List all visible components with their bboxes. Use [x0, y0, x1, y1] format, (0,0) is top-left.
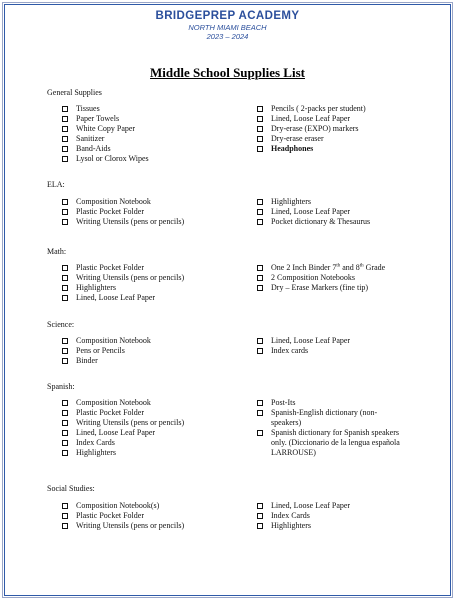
checkbox[interactable] — [62, 126, 68, 132]
science-right-list — [257, 336, 417, 356]
list-item: Composition Notebook — [62, 398, 252, 408]
list-item: Lined, Loose Leaf Paper — [62, 428, 252, 438]
checkbox[interactable] — [62, 116, 68, 122]
checkbox[interactable] — [257, 285, 263, 291]
list-item: Composition Notebook — [62, 336, 252, 346]
checkbox[interactable] — [62, 295, 68, 301]
checkbox[interactable] — [62, 523, 68, 529]
checkbox[interactable] — [62, 106, 68, 112]
checkbox[interactable] — [62, 199, 68, 205]
checkbox[interactable] — [257, 116, 263, 122]
list-item: White Copy Paper — [62, 124, 252, 134]
list-item: Index Cards — [62, 438, 252, 448]
list-item: Binder — [62, 356, 252, 366]
checkbox[interactable] — [62, 156, 68, 162]
checkbox[interactable] — [257, 523, 263, 529]
checkbox[interactable] — [62, 430, 68, 436]
math-left-list — [62, 263, 252, 303]
ela-right-list — [257, 197, 417, 227]
checkbox[interactable] — [62, 440, 68, 446]
social-studies-right-list — [257, 501, 417, 531]
list-item: Spanish dictionary for Spanish speakers only. (Diccionario de la lengua española LARROUSE) — [257, 428, 407, 458]
checkbox[interactable] — [257, 348, 263, 354]
science-left-list — [62, 336, 252, 366]
list-item: Composition Notebook — [62, 197, 252, 207]
list-item: Dry – Erase Markers (fine tip) — [257, 283, 417, 293]
checkbox[interactable] — [62, 358, 68, 364]
list-item — [257, 263, 417, 273]
spanish-right-list — [257, 398, 407, 458]
checkbox[interactable] — [62, 503, 68, 509]
list-item: Index Cards — [257, 511, 417, 521]
checkbox[interactable] — [62, 450, 68, 456]
social-studies-left-list — [62, 501, 252, 531]
section-label-spanish: Spanish: — [47, 382, 75, 391]
section-label-social-studies: Social Studies: — [47, 484, 95, 493]
list-item: Dry-erase (EXPO) markers — [257, 124, 417, 134]
checkbox[interactable] — [62, 513, 68, 519]
checkbox[interactable] — [62, 146, 68, 152]
list-item: Headphones — [257, 144, 417, 154]
list-item: Lined, Loose Leaf Paper — [257, 207, 417, 217]
checkbox[interactable] — [257, 219, 263, 225]
list-item: Index cards — [257, 346, 417, 356]
list-item: Writing Utensils (pens or pencils) — [62, 418, 252, 428]
letterhead — [0, 10, 455, 41]
checkbox[interactable] — [62, 275, 68, 281]
school-name: BRIDGEPREP ACADEMY — [155, 10, 300, 22]
checkbox[interactable] — [257, 275, 263, 281]
campus-name: NORTH MIAMI BEACH — [188, 23, 267, 32]
list-item: Post-Its — [257, 398, 407, 408]
checkbox[interactable] — [62, 338, 68, 344]
list-item: Plastic Pocket Folder — [62, 408, 252, 418]
checkbox[interactable] — [257, 106, 263, 112]
list-item: Plastic Pocket Folder — [62, 207, 252, 217]
checkbox[interactable] — [62, 209, 68, 215]
binder-item-text: One 2 Inch Binder 7th and 8th Grade — [271, 263, 386, 272]
list-item: Highlighters — [257, 521, 417, 531]
checkbox[interactable] — [62, 265, 68, 271]
list-item: Dry-erase eraser — [257, 134, 417, 144]
checkbox[interactable] — [257, 400, 263, 406]
section-label-general: General Supplies — [47, 88, 102, 97]
general-right-list — [257, 104, 417, 154]
list-item: Lysol or Clorox Wipes — [62, 154, 252, 164]
list-item: Pens or Pencils — [62, 346, 252, 356]
checkbox[interactable] — [257, 209, 263, 215]
section-label-science: Science: — [47, 320, 75, 329]
checkbox[interactable] — [257, 265, 263, 271]
checkbox[interactable] — [257, 410, 263, 416]
list-item: Tissues — [62, 104, 252, 114]
checkbox[interactable] — [62, 136, 68, 142]
checkbox[interactable] — [62, 410, 68, 416]
checkbox[interactable] — [257, 338, 263, 344]
checkbox[interactable] — [62, 400, 68, 406]
list-item: Composition Notebook(s) — [62, 501, 252, 511]
list-item: Writing Utensils (pens or pencils) — [62, 217, 252, 227]
math-right-list — [257, 263, 417, 293]
list-item: Spanish-English dictionary (non-speakers) — [257, 408, 407, 428]
list-item: Lined, Loose Leaf Paper — [257, 336, 417, 346]
list-item: Highlighters — [62, 283, 252, 293]
spanish-left-list — [62, 398, 252, 458]
list-item: Band-Aids — [62, 144, 252, 154]
list-item: Lined, Loose Leaf Paper — [257, 501, 417, 511]
school-year: 2023 – 2024 — [206, 32, 249, 41]
list-item: 2 Composition Notebooks — [257, 273, 417, 283]
ela-left-list — [62, 197, 252, 227]
list-item: Lined, Loose Leaf Paper — [62, 293, 252, 303]
list-item: Pocket dictionary & Thesaurus — [257, 217, 417, 227]
section-label-ela: ELA: — [47, 180, 65, 189]
checkbox[interactable] — [62, 219, 68, 225]
list-item: Lined, Loose Leaf Paper — [257, 114, 417, 124]
checkbox[interactable] — [257, 136, 263, 142]
list-item: Pencils ( 2-packs per student) — [257, 104, 417, 114]
list-item: Highlighters — [257, 197, 417, 207]
list-item: Highlighters — [62, 448, 252, 458]
list-item: Writing Utensils (pens or pencils) — [62, 521, 252, 531]
list-item: Writing Utensils (pens or pencils) — [62, 273, 252, 283]
checkbox[interactable] — [257, 513, 263, 519]
checkbox[interactable] — [62, 348, 68, 354]
checkbox[interactable] — [62, 420, 68, 426]
section-label-math: Math: — [47, 247, 67, 256]
general-left-list — [62, 104, 252, 164]
checkbox[interactable] — [257, 199, 263, 205]
checkbox[interactable] — [62, 285, 68, 291]
list-item: Sanitizer — [62, 134, 252, 144]
checkbox[interactable] — [257, 126, 263, 132]
checkbox[interactable] — [257, 430, 263, 436]
checkbox[interactable] — [257, 146, 263, 152]
checkbox[interactable] — [257, 503, 263, 509]
list-item: Plastic Pocket Folder — [62, 263, 252, 273]
list-item: Plastic Pocket Folder — [62, 511, 252, 521]
list-item: Paper Towels — [62, 114, 252, 124]
page-title: Middle School Supplies List — [150, 65, 305, 80]
